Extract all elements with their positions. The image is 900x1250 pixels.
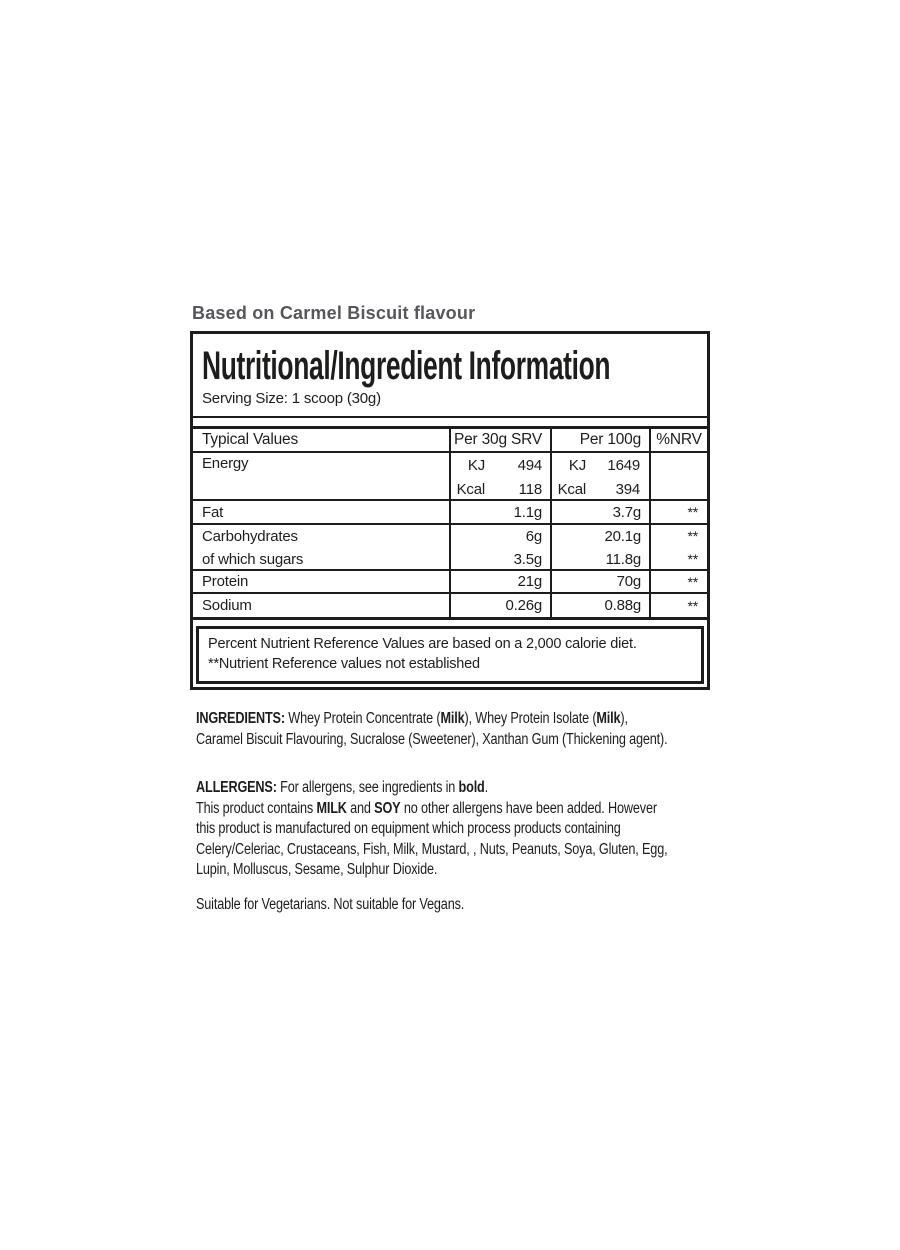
table-row-fat: [193, 501, 707, 525]
protein-per100g: 70g: [550, 571, 649, 592]
sodium-per30g: 0.26g: [449, 594, 550, 617]
nutrition-label-box: [190, 331, 710, 690]
energy-kj-label-srv: KJ: [467, 456, 485, 474]
diet-suitability-note: Suitable for Vegetarians. Not suitable for Vegans.: [196, 896, 465, 913]
table-row-carbohydrates: [193, 525, 707, 571]
header-typical-values: Typical Values: [202, 431, 298, 448]
allergens-text: no other allergens have been added. However: [400, 799, 657, 817]
allergens-text: Lupin, Molluscus, Sesame, Sulphur Dioxide.: [196, 861, 438, 879]
energy-nrv: [649, 453, 707, 501]
carbs-nrv: **: [687, 528, 698, 544]
sodium-name: Sodium: [202, 597, 252, 614]
table-row-energy: [193, 453, 707, 501]
allergens-text: This product contains: [196, 799, 317, 817]
ingredients-text: ),: [620, 710, 628, 727]
allergens-soy: SOY: [374, 799, 401, 817]
serving-size: Serving Size: 1 scoop (30g): [202, 390, 381, 407]
energy-name: Energy: [202, 455, 249, 472]
fat-nrv: **: [649, 501, 707, 523]
allergens-text: this product is manufactured on equipment which process products containing: [196, 820, 621, 838]
energy-kcal-label-100: Kcal: [557, 480, 586, 498]
header-per-30g: Per 30g SRV: [449, 429, 550, 451]
carbs-nrv-sub: **: [687, 551, 698, 567]
table-row-sodium: [193, 594, 707, 617]
carbs-srv-sub: 3.5g: [513, 551, 542, 568]
carbohydrates-per30g: [449, 525, 550, 571]
ingredients-allergen-milk-1: Milk: [440, 710, 465, 727]
allergens-bold-word: bold: [458, 779, 485, 796]
carbohydrates-name-main: Carbohydrates: [202, 528, 298, 545]
header-per-100g: Per 100g: [550, 429, 649, 451]
nutrition-table: [193, 426, 707, 620]
footnote-line-1: Percent Nutrient Reference Values are based on a 2,000 calorie diet.: [208, 636, 637, 652]
footnote-line-2: **Nutrient Reference values not established: [208, 656, 480, 672]
ingredients-allergen-milk-2: Milk: [596, 710, 621, 727]
ingredients-text: Whey Protein Concentrate (: [284, 710, 441, 727]
flavour-note: Based on Carmel Biscuit flavour: [192, 303, 476, 323]
protein-per30g: 21g: [449, 571, 550, 592]
ingredients-text-line2: Caramel Biscuit Flavouring, Sucralose (Sweetener), Xanthan Gum (Thickening agent).: [196, 730, 668, 748]
table-header-row: [193, 429, 707, 453]
table-row-protein: [193, 571, 707, 594]
sodium-nrv: **: [649, 594, 707, 617]
ingredients-paragraph: [196, 709, 752, 750]
allergens-milk: MILK: [316, 799, 347, 817]
energy-kj-label-100: KJ: [568, 456, 586, 474]
allergens-text: and: [346, 799, 375, 817]
carbohydrates-nrv: [649, 525, 707, 571]
carbs-srv: 6g: [525, 528, 542, 545]
carbohydrates-name-sub: of which sugars: [202, 551, 304, 568]
energy-per100g: [550, 453, 649, 501]
allergens-text: .: [484, 779, 489, 796]
energy-per30g: [449, 453, 550, 501]
nrv-footnote-box: [196, 626, 704, 684]
protein-nrv: **: [649, 571, 707, 592]
carbohydrates-per100g: [550, 525, 649, 571]
energy-kj-value-srv: 494: [517, 456, 542, 474]
protein-name: Protein: [202, 573, 249, 590]
carbs-100: 20.1g: [604, 528, 641, 545]
allergens-paragraph: [196, 778, 752, 881]
allergens-text: For allergens, see ingredients in: [276, 779, 459, 796]
fat-per100g: 3.7g: [550, 501, 649, 523]
energy-kcal-value-100: 394: [615, 480, 640, 498]
label-title: Nutritional/Ingredient Information: [202, 344, 611, 388]
ingredients-text: ), Whey Protein Isolate (: [464, 710, 597, 727]
allergens-label: ALLERGENS:: [196, 779, 277, 796]
header-nrv: %NRV: [649, 429, 707, 451]
energy-kj-value-100: 1649: [607, 456, 640, 474]
title-table-gap: [193, 418, 707, 426]
fat-per30g: 1.1g: [449, 501, 550, 523]
ingredients-label: INGREDIENTS:: [196, 710, 285, 727]
carbohydrates-name: [193, 525, 449, 571]
fat-name: Fat: [202, 503, 224, 521]
energy-kcal-value-srv: 118: [518, 480, 542, 498]
energy-kcal-label-srv: Kcal: [456, 480, 485, 498]
carbs-100-sub: 11.8g: [605, 551, 641, 568]
allergens-text: Celery/Celeriac, Crustaceans, Fish, Milk, Mustard, , Nuts, Peanuts, Soya, Gluten, Egg,: [196, 840, 668, 858]
sodium-per100g: 0.88g: [550, 594, 649, 617]
label-title-section: [193, 334, 707, 418]
